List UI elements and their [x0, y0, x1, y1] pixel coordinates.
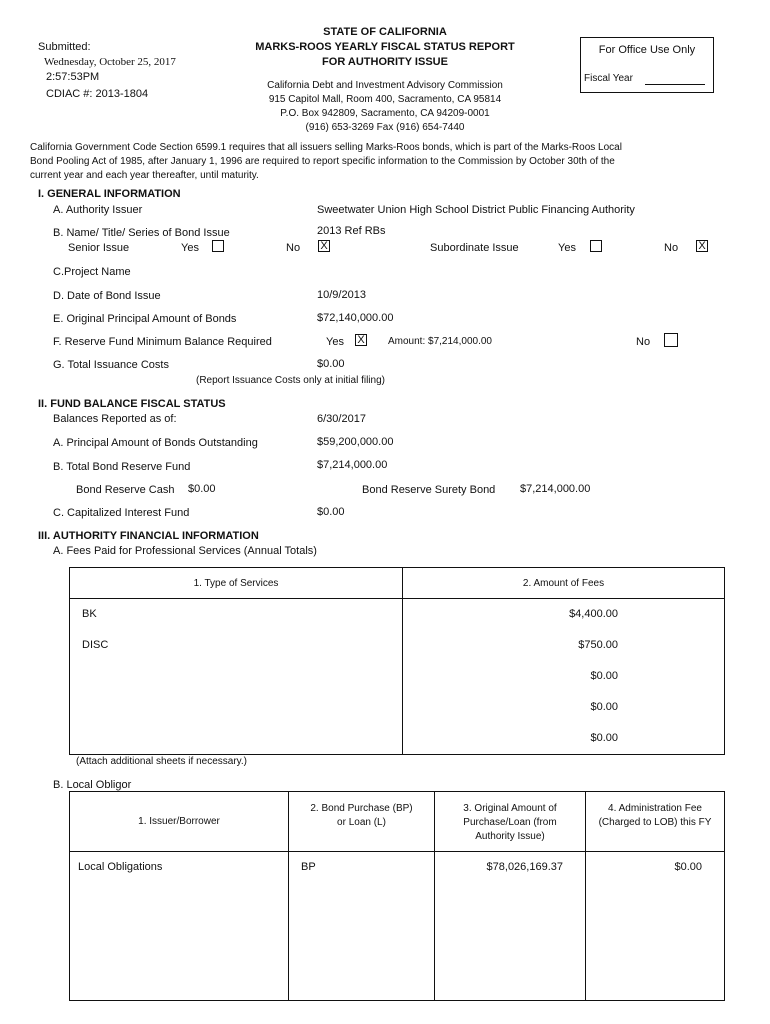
fees-row-0-amount: $4,400.00 [569, 608, 618, 620]
lo-header-issuer: 1. Issuer/Borrower [70, 792, 289, 852]
capitalized-interest-label: C. Capitalized Interest Fund [53, 507, 190, 519]
fees-body [70, 599, 725, 755]
lo-header-fee-line-1: 4. Administration Fee [608, 803, 702, 814]
total-reserve-label: B. Total Bond Reserve Fund [53, 461, 191, 473]
reserve-fund-label: F. Reserve Fund Minimum Balance Required [53, 336, 272, 348]
issuance-costs-note: (Report Issuance Costs only at initial filing) [196, 375, 385, 386]
intro-line-2: Bond Pooling Act of 1985, after January 1, 1996 are required to report specific information to the Commission by October 30th of the [30, 156, 615, 167]
lo-row [70, 852, 725, 1001]
lo-header-amount-line-3: Authority Issue) [475, 831, 545, 842]
reserve-cash-value: $0.00 [188, 483, 216, 495]
fees-label: A. Fees Paid for Professional Services (Annual Totals) [53, 545, 317, 557]
fees-row-1-amount: $750.00 [578, 639, 618, 651]
date-of-issue-value: 10/9/2013 [317, 289, 366, 301]
lo-row-type: BP [289, 852, 435, 1001]
reserve-no-checkbox[interactable] [664, 333, 678, 347]
fees-row-2-amount: $0.00 [590, 670, 618, 682]
address-line-3: P.O. Box 942809, Sacramento, CA 94209-0001 [280, 108, 490, 119]
lo-header-amount-line-1: 3. Original Amount of [463, 803, 557, 814]
lo-row-issuer: Local Obligations [70, 852, 289, 1001]
senior-yes-checkbox[interactable] [212, 240, 224, 252]
lo-row-amount: $78,026,169.37 [435, 852, 586, 1001]
fees-header-type: 1. Type of Services [70, 568, 403, 599]
reserve-amount: Amount: $7,214,000.00 [388, 336, 492, 347]
lo-header-amount [435, 792, 586, 852]
general-heading: I. GENERAL INFORMATION [38, 188, 181, 200]
lo-header-type-line-2: or Loan (L) [337, 817, 386, 828]
senior-no-label: No [286, 242, 301, 254]
issuance-costs-label: G. Total Issuance Costs [53, 359, 169, 371]
reserve-cash-label: Bond Reserve Cash [76, 484, 175, 496]
lo-header-type [289, 792, 435, 852]
authority-issuer-value: Sweetwater Union High School District Public Financing Authority [317, 204, 635, 216]
authority-heading: III. AUTHORITY FINANCIAL INFORMATION [38, 530, 259, 542]
lo-header-fee-line-2: (Charged to LOB) this FY [598, 817, 712, 828]
fees-row-3-amount: $0.00 [590, 701, 618, 713]
submitted-date: Wednesday, October 25, 2017 [44, 56, 176, 68]
project-name-label: C.Project Name [53, 266, 131, 278]
title-authority: FOR AUTHORITY ISSUE [322, 56, 448, 68]
attach-note: (Attach additional sheets if necessary.) [76, 756, 248, 767]
subordinate-issue-label: Subordinate Issue [430, 242, 519, 254]
date-of-issue-label: D. Date of Bond Issue [53, 290, 161, 302]
capitalized-interest-value: $0.00 [317, 506, 345, 518]
fees-table [69, 567, 725, 755]
title-report: MARKS-ROOS YEARLY FISCAL STATUS REPORT [255, 41, 515, 53]
principal-outstanding-label: A. Principal Amount of Bonds Outstanding [53, 437, 258, 449]
lo-header-amount-line-2: Purchase/Loan (from [463, 817, 557, 828]
fees-row-4-type [82, 723, 402, 754]
fund-heading: II. FUND BALANCE FISCAL STATUS [38, 398, 226, 410]
intro-line-3: current year and each year thereafter, until maturity. [30, 170, 259, 181]
bond-issue-name-label: B. Name/ Title/ Series of Bond Issue [53, 227, 230, 239]
cdiac-number: CDIAC #: 2013-1804 [46, 88, 149, 100]
lo-row-fee: $0.00 [586, 852, 725, 1001]
senior-issue-label: Senior Issue [68, 242, 130, 254]
local-obligor-table [69, 791, 725, 1001]
reserve-yes-label: Yes [326, 336, 344, 348]
original-principal-label: E. Original Principal Amount of Bonds [53, 313, 237, 325]
address-line-1: California Debt and Investment Advisory Commission [267, 80, 503, 91]
fees-row-1-type: DISC [82, 639, 109, 651]
subordinate-yes-checkbox[interactable] [590, 240, 602, 252]
office-use-title: For Office Use Only [598, 44, 696, 56]
subordinate-yes-label: Yes [558, 242, 576, 254]
fiscal-year-field[interactable] [645, 84, 705, 85]
lo-header-type-line-1: 2. Bond Purchase (BP) [310, 803, 413, 814]
local-obligor-label: B. Local Obligor [53, 779, 132, 791]
surety-bond-label: Bond Reserve Surety Bond [362, 484, 496, 496]
office-use-box [580, 37, 714, 93]
total-reserve-value: $7,214,000.00 [317, 459, 388, 471]
fees-row-4-amount: $0.00 [590, 732, 618, 744]
subordinate-no-label: No [664, 242, 679, 254]
fees-row-3-type [82, 692, 402, 723]
senior-yes-label: Yes [181, 242, 199, 254]
fiscal-year-label: Fiscal Year [584, 73, 633, 84]
surety-bond-value: $7,214,000.00 [520, 483, 591, 495]
reserve-no-label: No [636, 336, 651, 348]
fees-row-2-type [82, 661, 402, 692]
balances-as-of-value: 6/30/2017 [317, 413, 366, 425]
address-line-2: 915 Capitol Mall, Room 400, Sacramento, CA 95814 [268, 94, 502, 105]
fees-header-amount: 2. Amount of Fees [403, 568, 725, 599]
submitted-time: 2:57:53PM [46, 71, 100, 83]
issuance-costs-value: $0.00 [317, 358, 345, 370]
bond-issue-name-value: 2013 Ref RBs [317, 225, 386, 237]
lo-header-fee [586, 792, 725, 852]
fees-row-0-type: BK [82, 608, 97, 620]
intro-line-1: California Government Code Section 6599.1 requires that all issuers selling Marks-Roos bonds, which is part of the Marks-Roos Local [30, 142, 622, 153]
reserve-yes-checkbox[interactable]: X [355, 334, 367, 346]
senior-no-checkbox[interactable]: X [318, 240, 330, 252]
subordinate-no-checkbox[interactable]: X [696, 240, 708, 252]
address-line-4: (916) 653-3269 Fax (916) 654-7440 [305, 122, 465, 133]
title-state: STATE OF CALIFORNIA [323, 26, 447, 38]
original-principal-value: $72,140,000.00 [317, 312, 394, 324]
submitted-label: Submitted: [38, 41, 91, 53]
balances-as-of-label: Balances Reported as of: [53, 413, 177, 425]
principal-outstanding-value: $59,200,000.00 [317, 436, 394, 448]
authority-issuer-label: A. Authority Issuer [53, 204, 143, 216]
